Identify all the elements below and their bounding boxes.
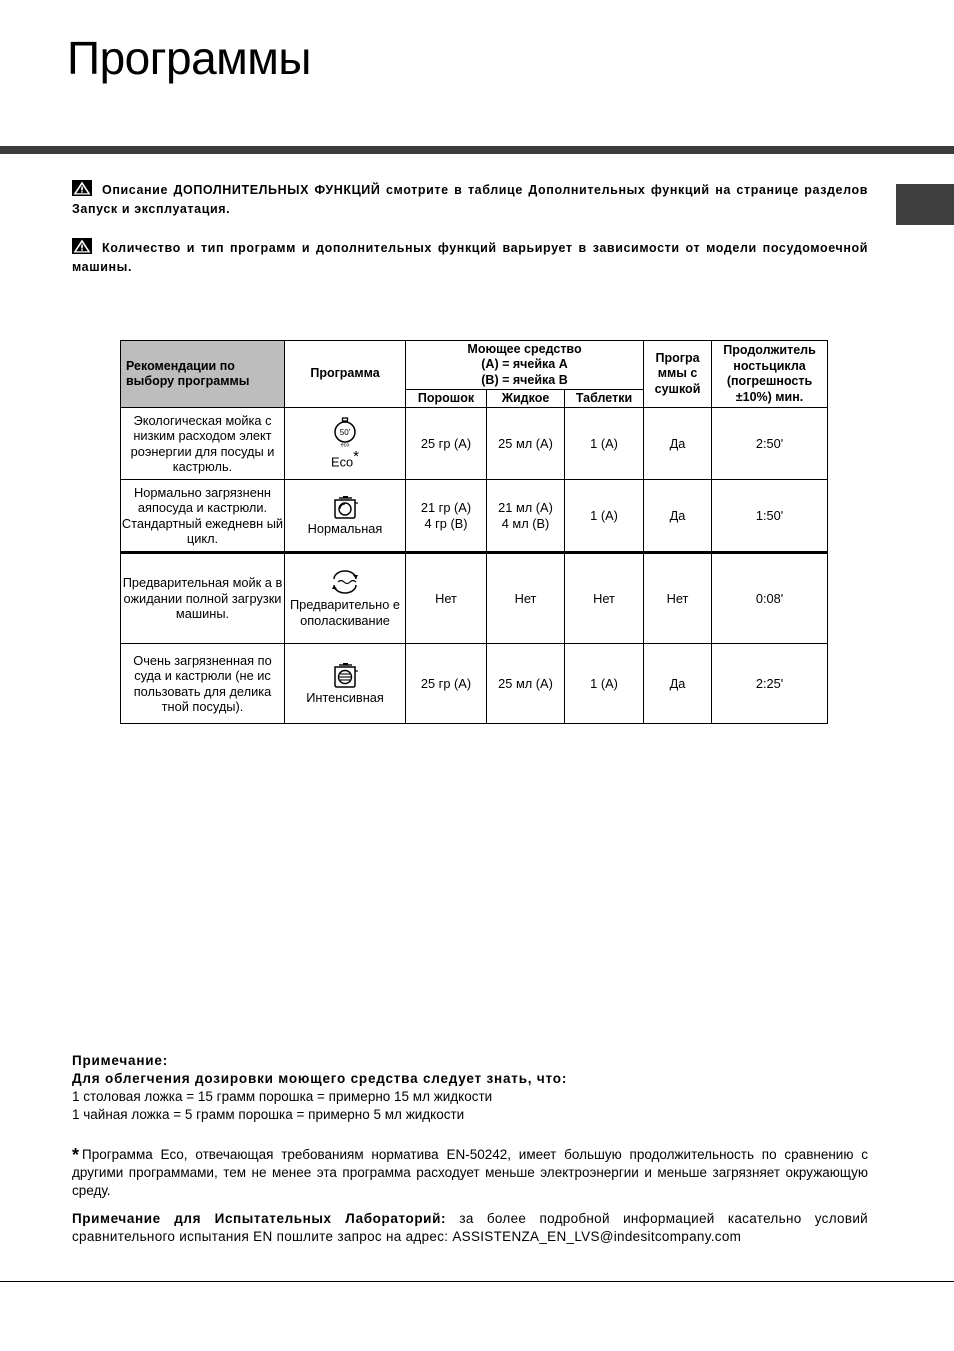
row-tablets: 1 (A) [565,480,644,553]
warning-text-1: Описание ДОПОЛНИТЕЛЬНЫХ ФУНКЦИЙ смотрите в таблице Дополнительных функций на странице разделов Запуск и эксплуатация. [72,183,868,216]
warning-note-2 [72,238,868,277]
table-row [121,408,828,480]
header-detergent-title: Моющее средство [467,341,582,356]
row-liquid: 25 мл (A) [487,644,565,724]
program-name: Интенсивная [306,689,384,705]
header-program: Программа [285,341,406,408]
row-program [285,408,406,480]
row-drying: Да [644,408,712,480]
row-tablets: 1 (A) [565,644,644,724]
warning-note-1 [72,180,868,219]
warning-triangle-icon [72,180,92,196]
row-liquid [487,480,565,553]
header-rule [0,146,954,154]
eco-footnote-mark: * [353,448,359,466]
row-tablets: 1 (A) [565,408,644,480]
header-liquid: Жидкое [487,390,565,408]
dosage-note [72,1052,868,1124]
eco-icon-label: eco [340,442,350,448]
row-liquid: Нет [487,553,565,644]
header-tablets: Таблетки [565,390,644,408]
row-program [285,553,406,644]
row-description: Предварительная мойк а в ожидании полной загрузки машины. [121,553,285,644]
row-powder: Нет [406,553,487,644]
lab-note-text: за более подробной информацией касательно условий сравнительного испытания EN пошлите запрос на адрес: ASSISTENZA_EN_LVS@indesitcompany.com [72,1211,868,1244]
header-powder: Порошок [406,390,487,408]
eco-icon-minutes: 50' [339,428,351,438]
row-tablets: Нет [565,553,644,644]
row-liquid-b: 4 мл (B) [501,515,550,531]
warning-triangle-icon [72,238,92,254]
row-drying: Да [644,480,712,553]
programs-table [120,340,828,724]
row-drying: Нет [644,553,712,644]
program-name: Предварительно е ополаскивание [289,597,401,628]
footnote-star: * [72,1145,80,1165]
row-liquid: 25 мл (A) [487,408,565,480]
row-duration: 1:50' [712,480,828,553]
prewash-rinse-icon [330,569,360,595]
lab-note [72,1210,868,1246]
header-duration: Продолжитель ностьцикла (погрешность ±10%) мин. [712,341,828,408]
table-row [121,644,828,724]
row-program [285,644,406,724]
lab-note-heading: Примечание для Испытательных Лабораторий: [72,1211,447,1226]
row-powder-a: 21 гр (A) [420,500,472,515]
header-recommendation: Рекомендации по выбору программы [121,341,285,408]
table-row [121,553,828,644]
program-name: Eco [331,454,354,470]
table-row [121,480,828,553]
note-line: 1 столовая ложка = 15 грамм порошка = примерно 15 мл жидкости [72,1089,493,1104]
note-subheading: Для облегчения дозировки моющего средства следует знать, что: [72,1071,568,1086]
row-description: Нормально загрязненн аяпосуда и кастрюли. Стандартный ежедневн ый цикл. [121,480,285,553]
header-detergent-a: (A) = ячейка А [481,357,568,372]
page-title: Программы [67,32,311,84]
row-duration: 2:50' [712,408,828,480]
eco-footnote-text: Программа Eco, отвечающая требованиям норматива EN-50242, имеет большую продолжительность по сравнению с другими программами, тем не менее эта программа расходует меньше электроэнергии и меньше загрязняет окружающую среду. [72,1147,868,1198]
footer-rule [0,1281,954,1282]
row-drying: Да [644,644,712,724]
row-duration: 0:08' [712,553,828,644]
row-program [285,480,406,553]
row-powder-b: 4 гр (B) [424,515,468,531]
normal-pot-icon [330,495,360,519]
row-liquid-a: 21 мл (A) [498,500,553,515]
header-detergent-b: (B) = ячейка В [481,372,568,387]
warning-text-2: Количество и тип программ и дополнительных функций варьирует в зависимости от модели посудомоечной машины. [72,241,868,274]
eco-50-icon [332,417,358,447]
row-duration: 2:25' [712,644,828,724]
row-description: Очень загрязненная по суда и кастрюли (не ис пользовать для делика тной посуды). [121,644,285,724]
note-line: 1 чайная ложка = 5 грамм порошка = примерно 5 мл жидкости [72,1107,465,1122]
note-heading: Примечание: [72,1053,169,1068]
header-drying: Програ ммы с сушкой [644,341,712,408]
intensive-pot-icon [330,662,360,688]
row-description: Экологическая мойка с низким расходом элект роэнергии для посуды и кастрюль. [121,408,285,480]
section-tab-marker [896,184,954,225]
row-powder: 25 гр (A) [406,644,487,724]
program-name: Нормальная [307,520,383,536]
header-detergent [406,341,644,390]
eco-footnote [72,1146,868,1200]
row-powder [406,480,487,553]
row-powder: 25 гр (A) [406,408,487,480]
